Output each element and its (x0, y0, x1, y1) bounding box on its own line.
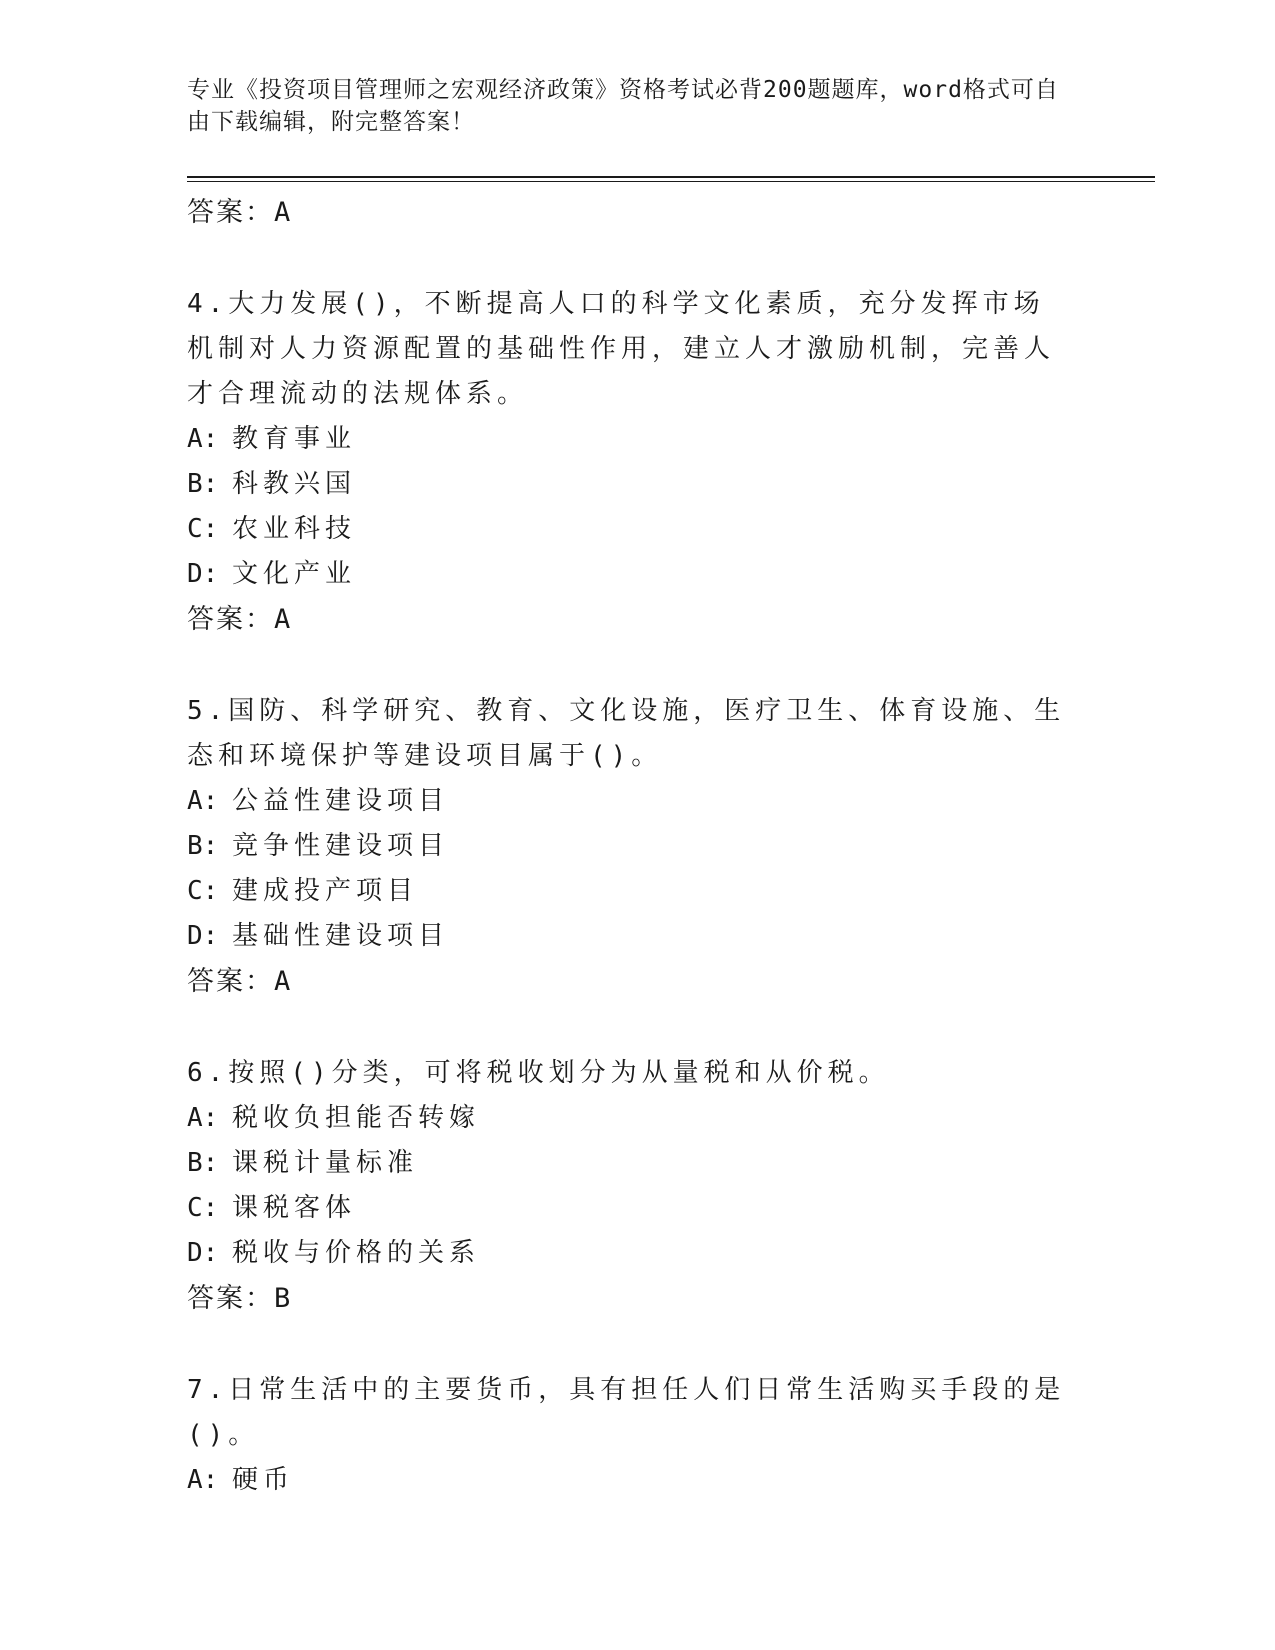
answer-label: 答案： (187, 1283, 274, 1314)
answer-line (187, 959, 1067, 1005)
option-a (187, 1458, 1067, 1503)
option-text: 税收负担能否转嫁 (232, 1103, 481, 1133)
answer-value: A (274, 197, 291, 228)
option-key: A: (187, 424, 219, 454)
option-a (187, 779, 1067, 824)
option-a (187, 1096, 1067, 1141)
option-text: 科教兴国 (232, 469, 357, 499)
document-header: 专业《投资项目管理师之宏观经济政策》资格考试必背200题题库，word格式可自由下载编辑，附完整答案！ (187, 77, 1059, 135)
answer-label: 答案： (187, 604, 274, 635)
answer-line (187, 597, 1067, 643)
option-d (187, 1231, 1067, 1276)
option-text: 教育事业 (232, 424, 357, 454)
answer-label: 答案： (187, 197, 274, 228)
question-5 (187, 689, 1067, 1005)
answer-value: B (274, 1283, 291, 1314)
option-key: C: (187, 1193, 219, 1223)
option-key: C: (187, 514, 219, 544)
question-6 (187, 1051, 1067, 1322)
option-key: D: (187, 1238, 219, 1268)
answer-line (187, 1276, 1067, 1322)
option-text: 税收与价格的关系 (232, 1238, 481, 1268)
option-b (187, 824, 1067, 869)
option-key: D: (187, 559, 219, 589)
option-text: 公益性建设项目 (232, 786, 450, 816)
answer-value: A (274, 604, 291, 635)
option-c (187, 1186, 1067, 1231)
header-rule-thick (187, 176, 1155, 178)
question-list (187, 190, 1067, 1503)
option-d (187, 552, 1067, 597)
option-text: 农业科技 (232, 514, 357, 544)
option-text: 竞争性建设项目 (232, 831, 450, 861)
option-text: 硬币 (232, 1465, 295, 1495)
option-a (187, 417, 1067, 462)
option-text: 课税客体 (232, 1193, 357, 1223)
option-key: B: (187, 831, 219, 861)
option-b (187, 1141, 1067, 1186)
option-text: 基础性建设项目 (232, 921, 450, 951)
option-key: A: (187, 786, 219, 816)
answer-line (187, 190, 1067, 236)
option-key: A: (187, 1465, 219, 1495)
header-rule-thin (187, 181, 1155, 182)
option-d (187, 914, 1067, 959)
option-key: A: (187, 1103, 219, 1133)
question-stem: 6.按照()分类，可将税收划分为从量税和从价税。 (187, 1058, 890, 1088)
question-7 (187, 1368, 1067, 1503)
question-stem: 5.国防、科学研究、教育、文化设施，医疗卫生、体育设施、生态和环境保护等建设项目属于()。 (187, 696, 1066, 771)
option-text: 文化产业 (232, 559, 357, 589)
question-stem: 4.大力发展()，不断提高人口的科学文化素质，充分发挥市场机制对人力资源配置的基础性作用，建立人才激励机制，完善人才合理流动的法规体系。 (187, 289, 1056, 409)
option-key: B: (187, 469, 219, 499)
answer-label: 答案： (187, 966, 274, 997)
option-text: 建成投产项目 (232, 876, 419, 906)
answer-value: A (274, 966, 291, 997)
option-key: C: (187, 876, 219, 906)
option-b (187, 462, 1067, 507)
option-key: B: (187, 1148, 219, 1178)
option-c (187, 869, 1067, 914)
option-key: D: (187, 921, 219, 951)
question-stem: 7.日常生活中的主要货币，具有担任人们日常生活购买手段的是()。 (187, 1375, 1066, 1450)
question-4 (187, 282, 1067, 643)
option-text: 课税计量标准 (232, 1148, 419, 1178)
option-c (187, 507, 1067, 552)
